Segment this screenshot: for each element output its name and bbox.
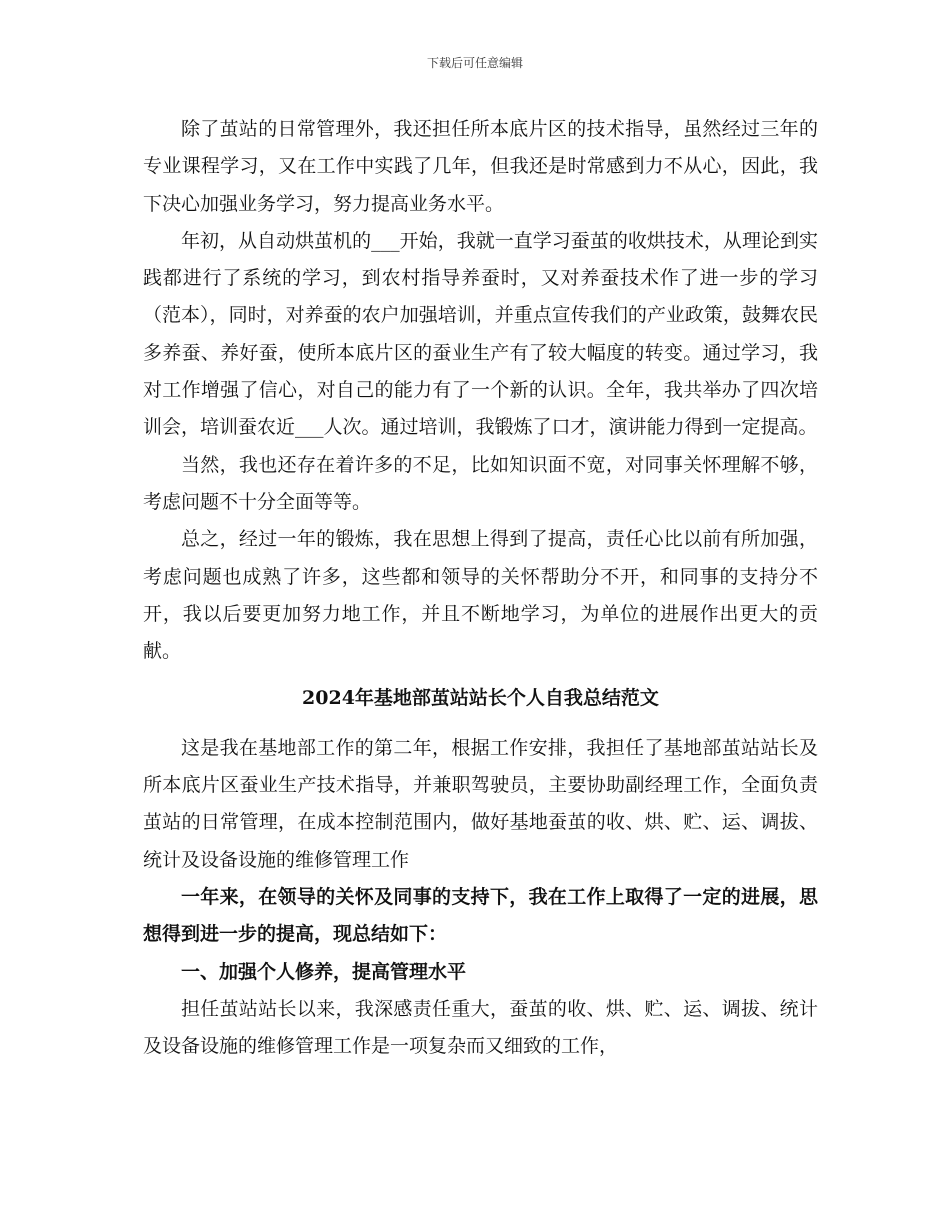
page-header: 下载后可任意编辑 <box>426 56 523 70</box>
section-title: 2024年基地部茧站站长个人自我总结范文 <box>302 687 659 710</box>
paragraph: 除了茧站的日常管理外，我还担任所本底片区的技术指导，虽然经过三年的专业课程学习，又在工作中实践了几年，但我还是时常感到力不从心，因此，我下决心加强业务学习，努力提高业务水平。 <box>143 118 818 215</box>
summary-paragraph: 一年来，在领导的关怀及同事的支持下，我在工作上取得了一定的进展，思想得到进一步的提高，现总结如下： <box>143 885 818 946</box>
subheading: 一、加强个人修养，提高管理水平 <box>181 960 467 983</box>
document-body <box>143 111 818 1065</box>
paragraph: 这是我在基地部工作的第二年，根据工作安排，我担任了基地部茧站站长及所本底片区蚕业生产技术指导，并兼职驾驶员，主要协助副经理工作，全面负责茧站的日常管理，在成本控制范围内，做好基地蚕茧的收、烘、贮、运、调拔、统计及设备设施的维修管理工作 <box>143 736 818 871</box>
paragraph: 总之，经过一年的锻炼，我在思想上得到了提高，责任心比以前有所加强，考虑问题也成熟了许多，这些都和领导的关怀帮助分不开，和同事的支持分不开，我以后要更加努力地工作，并且不断地学习，为单位的进展作出更大的贡献。 <box>143 528 818 663</box>
paragraph: 年初，从自动烘茧机的___开始，我就一直学习蚕茧的收烘技术，从理论到实践都进行了系统的学习，到农村指导养蚕时，又对养蚕技术作了进一步的学习（范本），同时，对养蚕的农户加强培训，并重点宣传我们的产业政策，鼓舞农民多养蚕、养好蚕，使所本底片区的蚕业生产有了较大幅度的转变。通过学习，我对工作增强了信心，对自己的能力有了一个新的认识。全年，我共举办了四次培训会，培训蚕农近___人次。通过培训，我锻炼了口才，演讲能力得到一定提高。 <box>143 229 818 439</box>
paragraph: 当然，我也还存在着许多的不足，比如知识面不宽，对同事关怀理解不够，考虑问题不十分全面等等。 <box>143 453 818 513</box>
paragraph: 担任茧站站长以来，我深感责任重大，蚕茧的收、烘、贮、运、调拔、统计及设备设施的维修管理工作是一项复杂而又细致的工作， <box>143 997 818 1058</box>
